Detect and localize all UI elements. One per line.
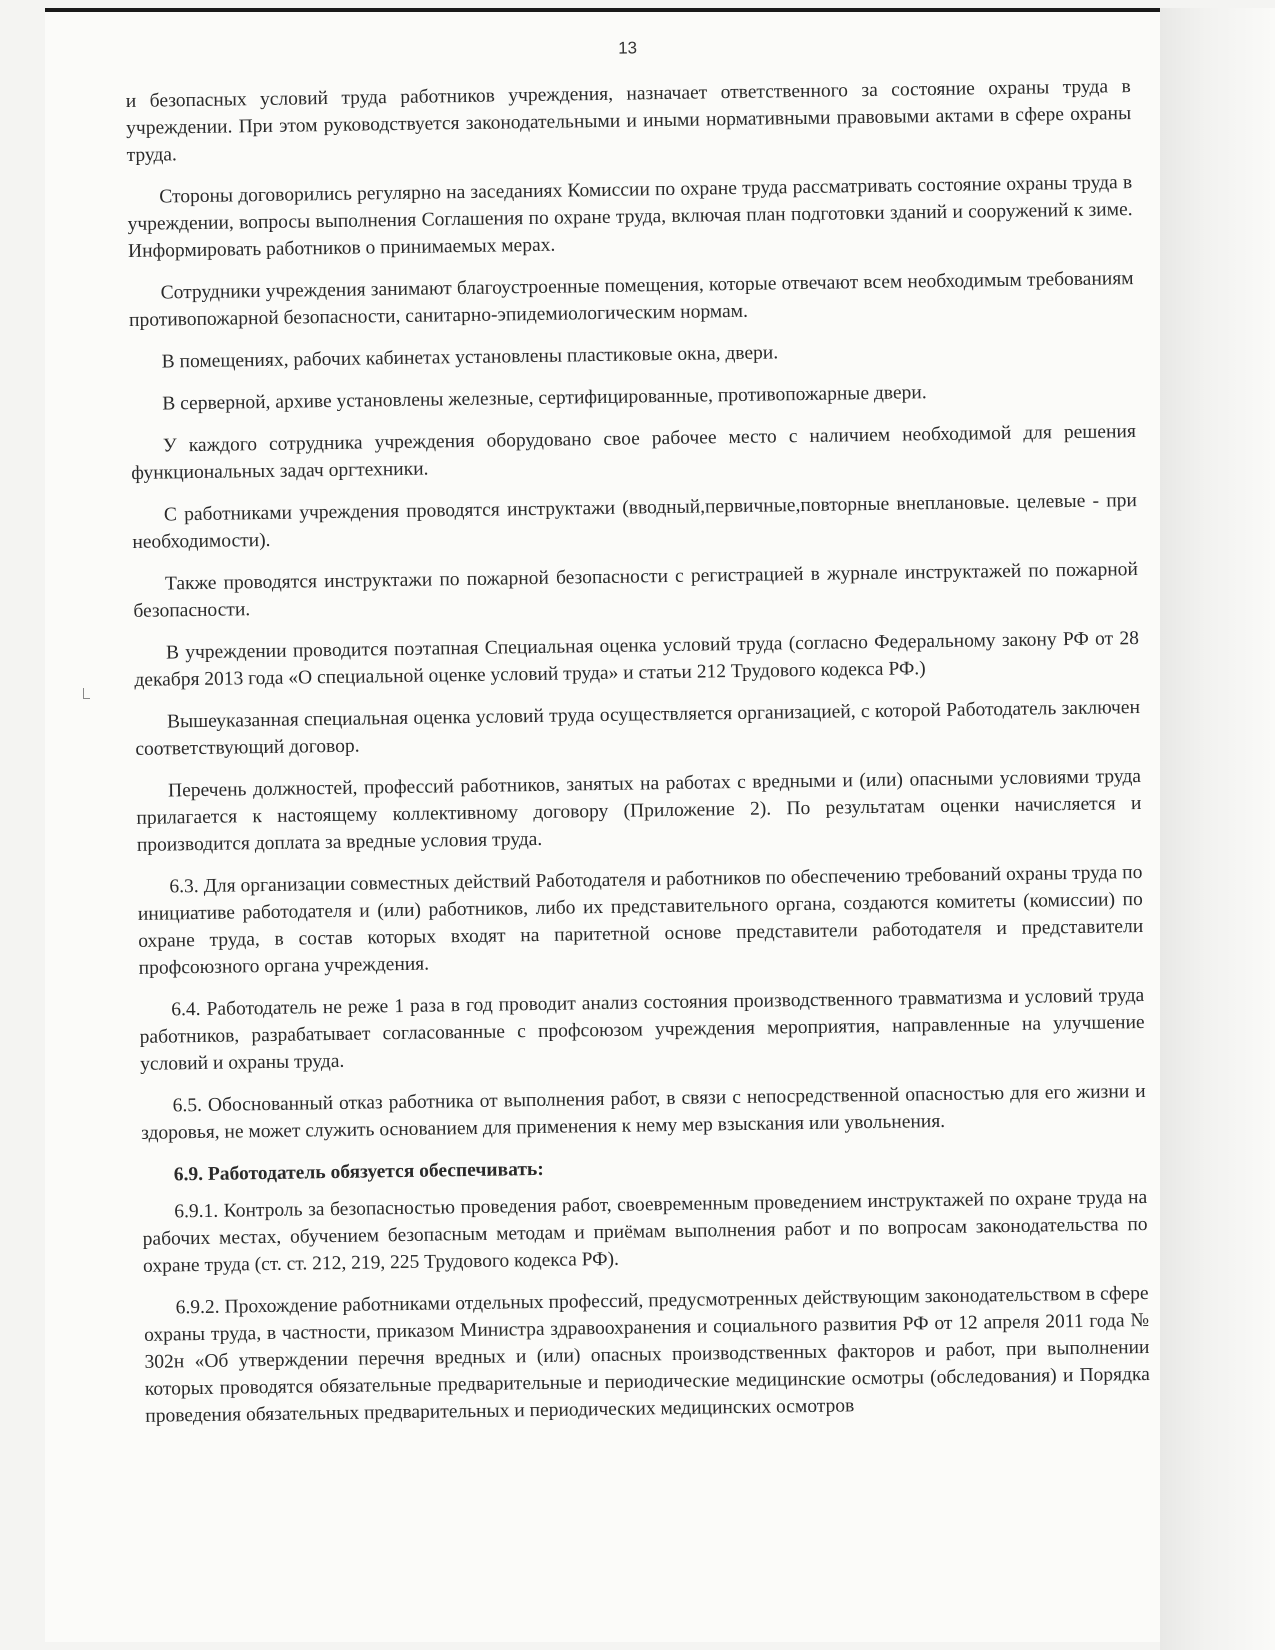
margin-mark [83,688,90,699]
paragraph: Перечень должностей, профессий работников, занятых на работах с вредными и (или) опасными условиями труда прилагается к настоящему коллективному договору (Приложение 2). По результатам оценки начисляется и производится доплата за вредные условия труда. [136,766,1142,856]
paragraph-clause-6-4: 6.4. Работодатель не реже 1 раза в год проводит анализ состояния производственного травматизма и условий труда работников, разрабатывает согласованные с профсоюзом учреждения мероприятия, направленные на улучшение условий и охраны труда. [139,984,1145,1075]
paragraph: С работниками учреждения проводятся инструктажи (вводный,первичные,повторные внеплановые. целевые - при необходимости). [132,490,1138,553]
document-page [45,12,1160,1642]
subitem-6-9-2: 6.9.2. Прохождение работниками отдельных профессий, предусмотренных действующим законодательством в сфере охраны труда, в частности, приказом Министра здравоохранения и социального развития РФ от 12 апреля 2011 года № 302н «Об утверждении перечня вредных и (или) опасных производственных факторов и работ, при выполнении которых проводятся обязательные предварительные и периодические медицинские осмотры (обследования) и Порядка проведения обязательных предварительных и периодических медицинских осмотров [143,1282,1150,1427]
paragraph: Сотрудники учреждения занимают благоустроенные помещения, которые отвечают всем необходимым требованиям противопожарной безопасности, санитарно-эпидемиологическим нормам. [128,268,1134,331]
paragraph: В учреждении проводится поэтапная Специальная оценка условий труда (согласно Федеральному закону РФ от 28 декабря 2013 года «О специальной оценке условий труда» и статьи 212 Трудового кодекса РФ.) [134,628,1140,691]
paragraph: В серверной, архиве установлены железные, сертифицированные, противопожарные двери. [162,382,927,415]
paragraph: Вышеуказанная специальная оценка условий труда осуществляется организацией, с которой Работодатель заключен соответствующий договор. [135,697,1141,760]
page-content [125,31,1151,1445]
paragraph: В помещениях, рабочих кабинетах установлены пластиковые окна, двери. [161,342,779,373]
paragraph: Также проводятся инструктажи по пожарной безопасности с регистрацией в журнале инструктажей по пожарной безопасности. [133,559,1139,622]
subitem-6-9-1: 6.9.1. Контроль за безопасностью проведения работ, своевременным проведением инструктажей по охране труда на рабочих местах, обучением безопасным методам и приёмам выполнения работ и по вопросам законодательства по охране труда (ст. ст. 212, 219, 225 Трудового кодекса РФ). [142,1186,1148,1277]
paragraph-clause-6-5: 6.5. Обоснованный отказ работника от выполнения работ, в связи с непосредственной опасностью для его жизни и здоровья, не может служить основанием для применения к нему мер взыскания или увольнения. [140,1080,1146,1144]
section-heading-6-9: 6.9. Работодатель обязуется обеспечивать: [173,1158,544,1186]
paragraph: и безопасных условий труда работников учреждения, назначает ответственного за состояние охраны труда в учреждении. При этом руководствуется законодательными и иными нормативными правовыми актами в сфере охраны труда. [125,76,1132,166]
page-number: 13 [617,38,638,58]
paragraph-clause-6-3: 6.3. Для организации совместных действий Работодателя и работников по обеспечению требований охраны труда по инициативе работодателя и (или) работников, либо их представительного органа, создаются комитеты (комиссии) по охране труда, в состав которых входят на паритетной основе представители работодателя и представители профсоюзного органа учреждения. [137,861,1144,979]
paragraph: Стороны договорились регулярно на заседаниях Комиссии по охране труда рассматривать состояние охраны труда в учреждении, вопросы выполнения Соглашения по охране труда, включая план подготовки зданий и сооружений к зиме. Информировать работников о принимаемых мерах. [127,172,1133,262]
paragraph: У каждого сотрудника учреждения оборудовано свое рабочее место с наличием необходимой для решения функциональных задач оргтехники. [131,421,1136,484]
scan-edge-right [1160,8,1275,1650]
